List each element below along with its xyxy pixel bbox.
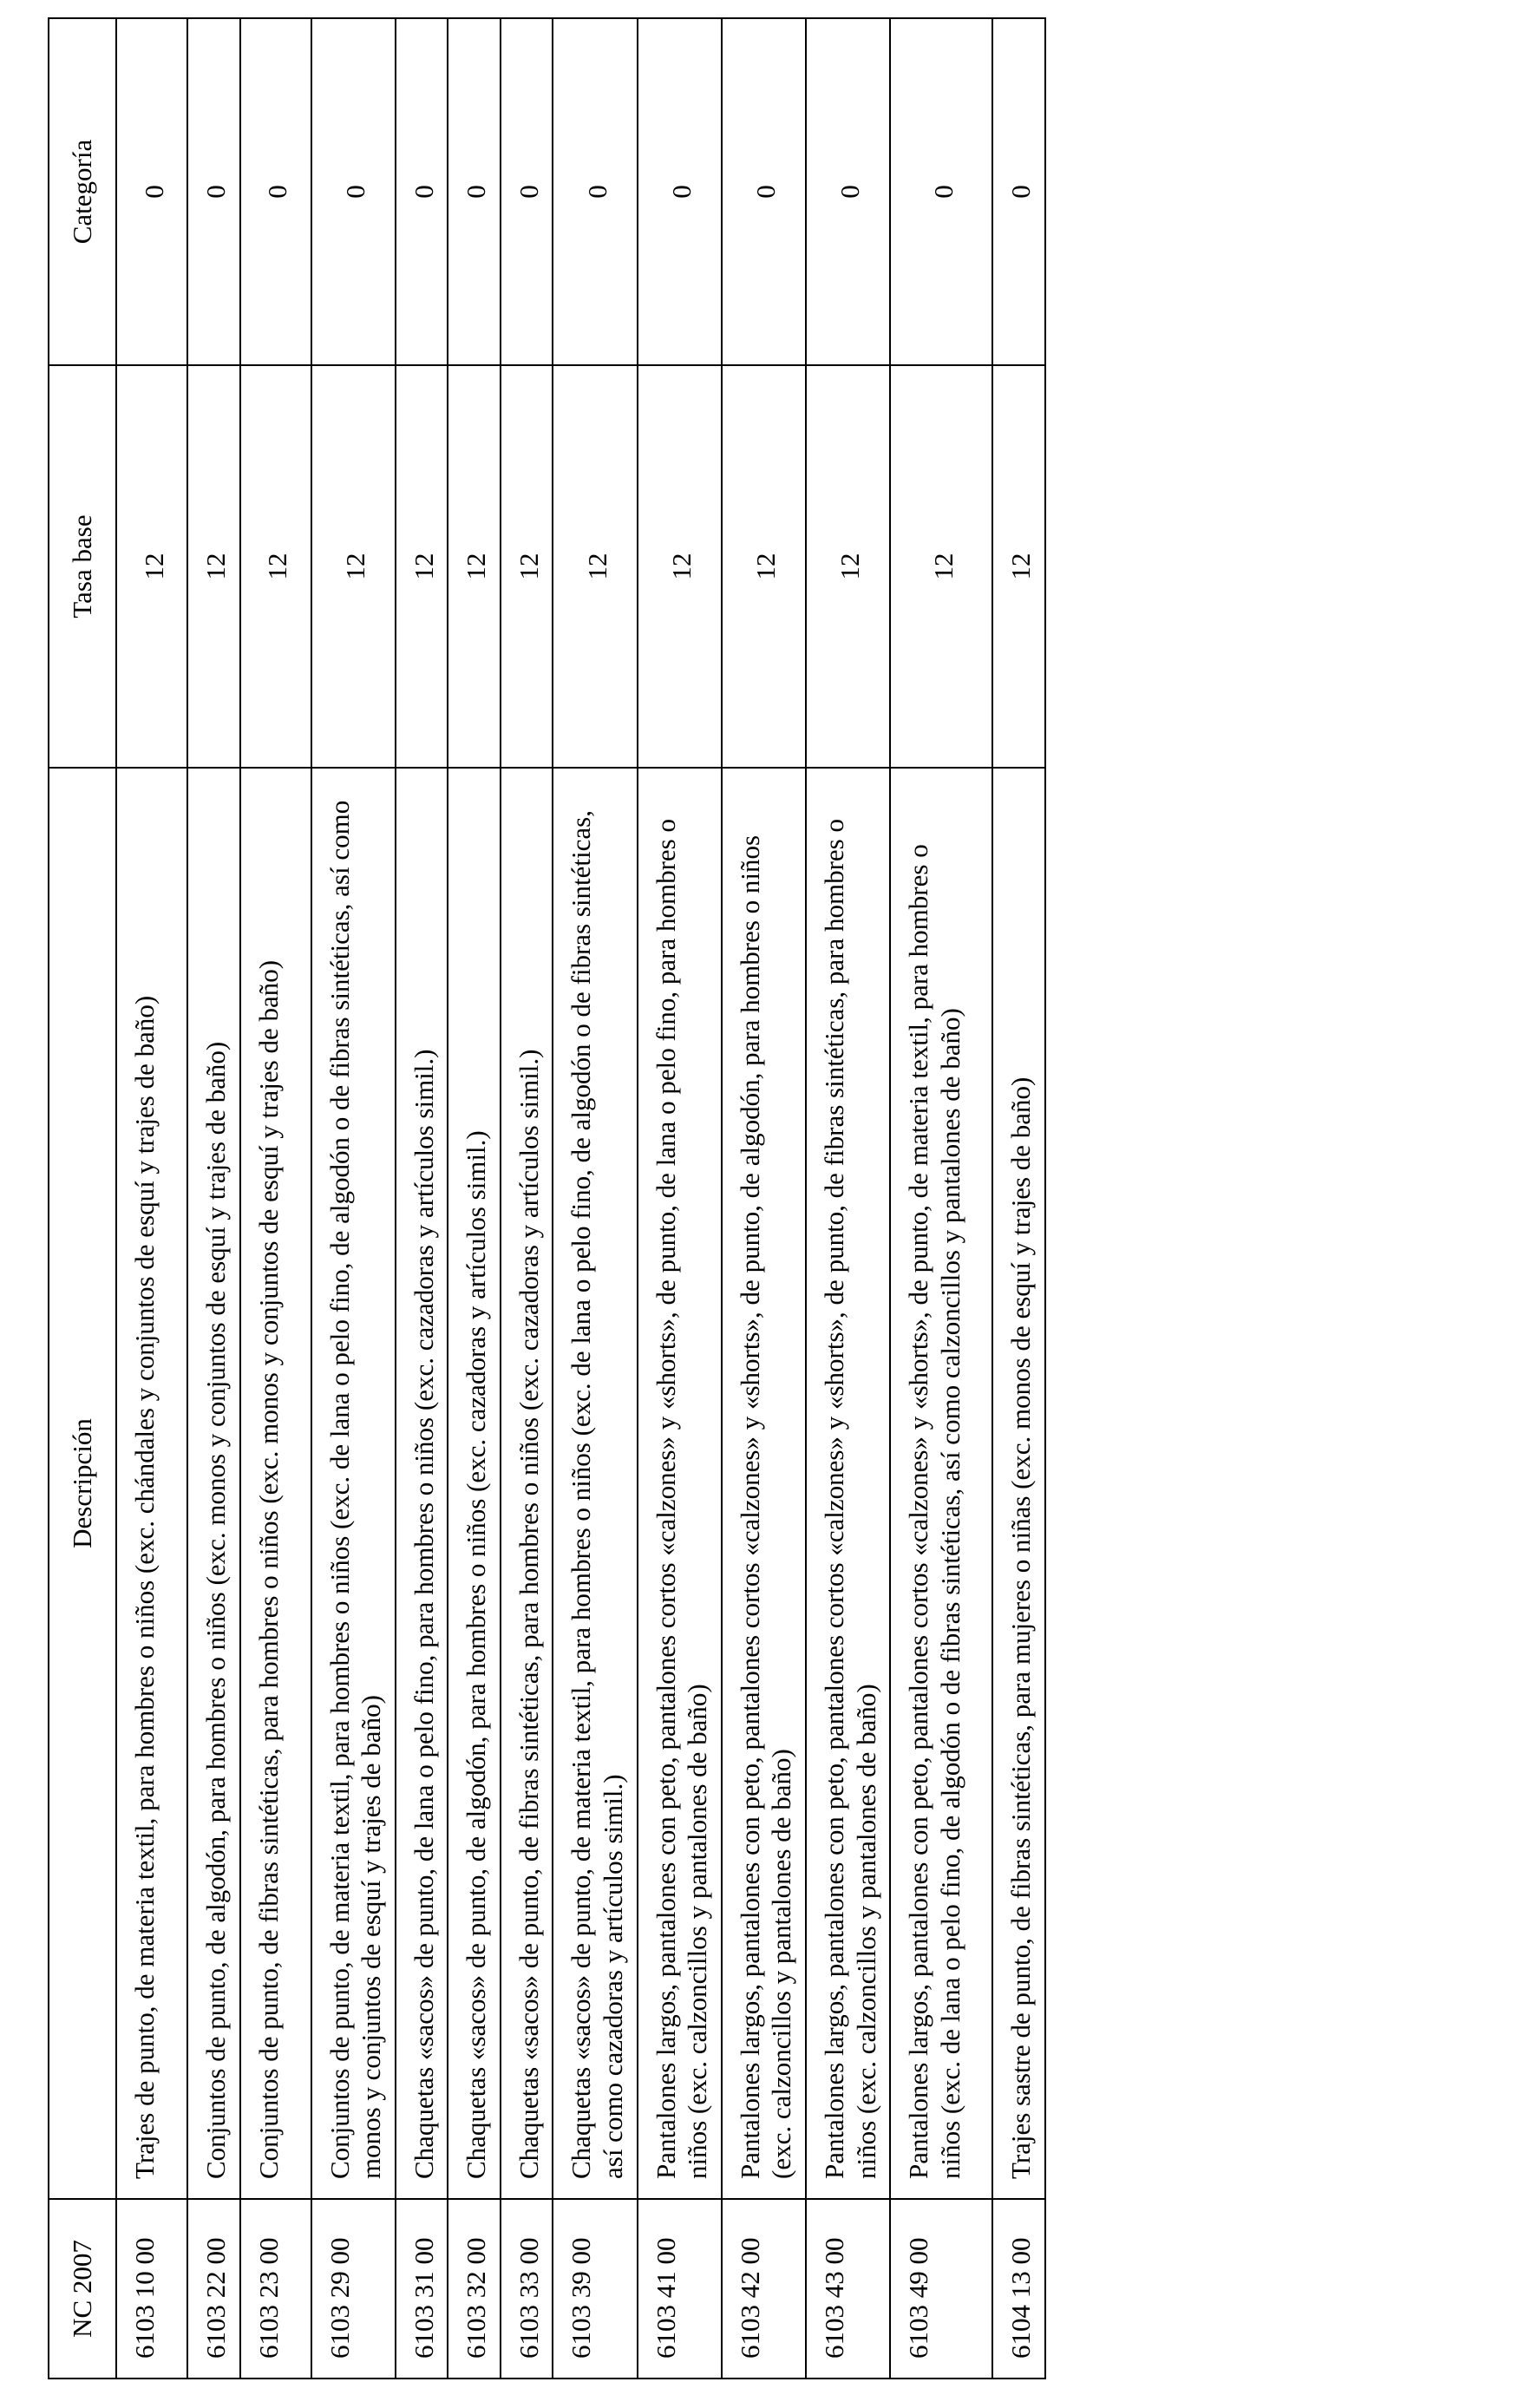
table-row — [240, 18, 311, 2379]
description-cell: Chaquetas «sacos» de punto, de materia textil, para hombres o niños (exc. de lana o pelo fino, de algodón o de fibras sintéticas, así como cazadoras y artículos simil.) — [553, 768, 637, 2199]
nc-code-cell: 6103 23 00 — [240, 2199, 311, 2379]
table-body — [116, 18, 1045, 2379]
nc-code-cell: 6103 29 00 — [311, 2199, 396, 2379]
tasa-base-cell: 12 — [396, 365, 448, 768]
nc-code-cell: 6104 13 00 — [992, 2199, 1045, 2379]
table-row — [311, 18, 396, 2379]
tasa-base-cell: 12 — [992, 365, 1045, 768]
tasa-base-cell: 12 — [311, 365, 396, 768]
categoria-cell: 0 — [448, 18, 501, 365]
nc-code-cell: 6103 22 00 — [187, 2199, 240, 2379]
description-cell: Chaquetas «sacos» de punto, de algodón, para hombres o niños (exc. cazadoras y artículos simil.) — [448, 768, 501, 2199]
categoria-cell: 0 — [116, 18, 187, 365]
table-row — [722, 18, 806, 2379]
header-row — [49, 18, 116, 2379]
tasa-base-cell: 12 — [638, 365, 722, 768]
nc-code-cell: 6103 43 00 — [806, 2199, 890, 2379]
description-cell: Trajes sastre de punto, de fibras sintéticas, para mujeres o niñas (exc. monos de esquí y trajes de baño) — [992, 768, 1045, 2199]
nc-code-cell: 6103 39 00 — [553, 2199, 637, 2379]
nc-code-cell: 6103 31 00 — [396, 2199, 448, 2379]
table-row — [890, 18, 992, 2379]
header-nc-2007: NC 2007 — [49, 2199, 116, 2379]
tasa-base-cell: 12 — [722, 365, 806, 768]
tasa-base-cell: 12 — [448, 365, 501, 768]
nc-code-cell: 6103 33 00 — [501, 2199, 553, 2379]
categoria-cell: 0 — [806, 18, 890, 365]
categoria-cell: 0 — [722, 18, 806, 365]
categoria-cell: 0 — [553, 18, 637, 365]
categoria-cell: 0 — [638, 18, 722, 365]
table-row — [553, 18, 637, 2379]
categoria-cell: 0 — [890, 18, 992, 365]
description-cell: Chaquetas «sacos» de punto, de lana o pelo fino, para hombres o niños (exc. cazadoras y artículos simil.) — [396, 768, 448, 2199]
nc-code-cell: 6103 32 00 — [448, 2199, 501, 2379]
description-cell: Pantalones largos, pantalones con peto, pantalones cortos «calzones» y «shorts», de punto, de lana o pelo fino, para hombres o niños (exc. calzoncillos y pantalones de baño) — [638, 768, 722, 2199]
table-row — [116, 18, 187, 2379]
tasa-base-cell: 12 — [240, 365, 311, 768]
categoria-cell: 0 — [187, 18, 240, 365]
tasa-base-cell: 12 — [890, 365, 992, 768]
categoria-cell: 0 — [992, 18, 1045, 365]
tasa-base-cell: 12 — [553, 365, 637, 768]
categoria-cell: 0 — [311, 18, 396, 365]
table-row — [396, 18, 448, 2379]
table-row — [806, 18, 890, 2379]
rotated-page — [48, 19, 1201, 2379]
table-row — [448, 18, 501, 2379]
table-row — [638, 18, 722, 2379]
tasa-base-cell: 12 — [116, 365, 187, 768]
header-tasa-base: Tasa base — [49, 365, 116, 768]
header-description: Descripción — [49, 768, 116, 2199]
description-cell: Trajes de punto, de materia textil, para hombres o niños (exc. chándales y conjuntos de esquí y trajes de baño) — [116, 768, 187, 2199]
tariff-table — [48, 17, 1046, 2379]
description-cell: Pantalones largos, pantalones con peto, pantalones cortos «calzones» y «shorts», de punto, de algodón, para hombres o niños (exc. calzoncillos y pantalones de baño) — [722, 768, 806, 2199]
table-row — [187, 18, 240, 2379]
tasa-base-cell: 12 — [806, 365, 890, 768]
description-cell: Conjuntos de punto, de fibras sintéticas, para hombres o niños (exc. monos y conjuntos de esquí y trajes de baño) — [240, 768, 311, 2199]
description-cell: Pantalones largos, pantalones con peto, pantalones cortos «calzones» y «shorts», de punto, de fibras sintéticas, para hombres o niños (exc. calzoncillos y pantalones de baño) — [806, 768, 890, 2199]
nc-code-cell: 6103 49 00 — [890, 2199, 992, 2379]
description-cell: Chaquetas «sacos» de punto, de fibras sintéticas, para hombres o niños (exc. cazadoras y artículos simil.) — [501, 768, 553, 2199]
tasa-base-cell: 12 — [187, 365, 240, 768]
description-cell: Conjuntos de punto, de materia textil, para hombres o niños (exc. de lana o pelo fino, de algodón o de fibras sintéticas, así como monos y conjuntos de esquí y trajes de baño) — [311, 768, 396, 2199]
table-header — [49, 18, 116, 2379]
tasa-base-cell: 12 — [501, 365, 553, 768]
table-row — [501, 18, 553, 2379]
categoria-cell: 0 — [240, 18, 311, 365]
table-row — [992, 18, 1045, 2379]
nc-code-cell: 6103 42 00 — [722, 2199, 806, 2379]
header-categoria: Categoría — [49, 18, 116, 365]
description-cell: Pantalones largos, pantalones con peto, pantalones cortos «calzones» y «shorts», de punto, de materia textil, para hombres o niños (exc. de lana o pelo fino, de algodón o de fibras sintéticas, así como calzoncillos y pantalones de baño) — [890, 768, 992, 2199]
description-cell: Conjuntos de punto, de algodón, para hombres o niños (exc. monos y conjuntos de esquí y trajes de baño) — [187, 768, 240, 2199]
nc-code-cell: 6103 41 00 — [638, 2199, 722, 2379]
categoria-cell: 0 — [396, 18, 448, 365]
nc-code-cell: 6103 10 00 — [116, 2199, 187, 2379]
categoria-cell: 0 — [501, 18, 553, 365]
